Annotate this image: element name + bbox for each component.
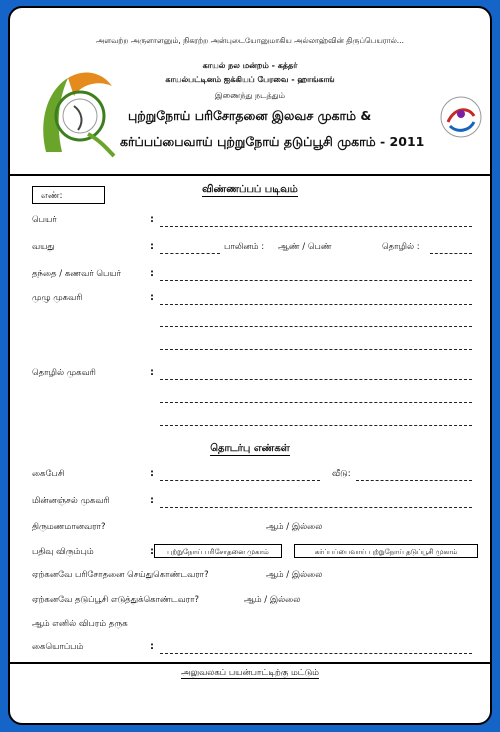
prev-vaccine-label: ஏற்கனவே தடுப்பூசி எடுத்துக்கொண்டவரா? — [32, 595, 200, 605]
guardian-label: தந்தை / கணவர் பெயர் — [32, 269, 122, 279]
occupation-label: தொழில் : — [382, 242, 420, 252]
header-divider — [10, 174, 490, 176]
camp-title-line-1: புற்றுநோய் பரிசோதனை இலவச முகாம் & — [128, 108, 372, 123]
register-colon: : — [150, 546, 154, 557]
address-field[interactable] — [160, 304, 472, 305]
guardian-field[interactable] — [160, 280, 472, 281]
guardian-colon: : — [150, 268, 154, 279]
details-label: ஆம் எனில் விபரம் தருக — [32, 619, 128, 629]
gender-options[interactable]: ஆண் / பெண் — [278, 242, 332, 252]
married-label: திருமணமானவரா? — [32, 522, 106, 532]
work-address-field[interactable] — [160, 379, 472, 380]
form-sheet — [8, 6, 492, 725]
emblem-logo-icon — [438, 94, 484, 140]
register-label: பதிவு விரும்பும் — [32, 547, 94, 557]
age-field[interactable] — [160, 253, 220, 254]
home-phone-field[interactable] — [356, 480, 472, 481]
register-option-cervical-vaccine[interactable]: கர்ப்பப்பைவாய் புற்றுநோய் தடுப்பூசி முகாம் — [294, 544, 478, 558]
address-colon: : — [150, 292, 154, 303]
work-address-field[interactable] — [160, 402, 472, 403]
prev-vaccine-options[interactable]: ஆம் / இல்லை — [244, 595, 301, 605]
mobile-field[interactable] — [160, 480, 320, 481]
office-use-note: அலுவலகப் பயன்பாட்டிற்கு மட்டும் — [180, 668, 320, 678]
register-option-cancer-screening[interactable]: புற்றுநோய் பரிசோதனை முகாம் — [154, 544, 282, 558]
contacts-title: தொடர்பு எண்கள் — [210, 443, 290, 454]
organizer-hongkong: காயல்பட்டினம் ஐக்கியப் பேரவை - ஹாங்காங் — [165, 75, 335, 84]
name-colon: : — [150, 214, 154, 225]
mobile-colon: : — [150, 468, 154, 479]
prev-test-options[interactable]: ஆம் / இல்லை — [266, 570, 323, 580]
ribbon-logo-icon — [28, 60, 120, 158]
address-field[interactable] — [160, 349, 472, 350]
email-colon: : — [150, 495, 154, 506]
number-field[interactable]: எண்: — [32, 186, 105, 204]
organizer-qatar: காயல் நல மன்றம் - கத்தர் — [202, 61, 298, 70]
signature-colon: : — [150, 641, 154, 652]
name-field[interactable] — [160, 226, 472, 227]
married-options[interactable]: ஆம் / இல்லை — [266, 522, 323, 532]
occupation-field[interactable] — [430, 253, 472, 254]
home-phone-label: வீடு: — [332, 469, 351, 479]
prev-test-label: ஏற்கனவே பரிசோதனை செய்துகொண்டவரா? — [32, 570, 209, 580]
address-label: முழு முகவரி — [32, 293, 83, 303]
form-title: விண்ணப்பப் படிவம் — [202, 184, 298, 195]
gender-label: பாலினம் : — [224, 242, 265, 252]
age-label: வயது — [32, 242, 55, 252]
signature-field[interactable] — [160, 653, 472, 654]
email-label: மின்னஞ்சல் முகவரி — [32, 496, 110, 506]
address-field[interactable] — [160, 326, 472, 327]
age-colon: : — [150, 241, 154, 252]
jointly-text: இணைந்து நடத்தும் — [214, 91, 286, 100]
work-address-colon: : — [150, 367, 154, 378]
work-address-field[interactable] — [160, 425, 472, 426]
email-field[interactable] — [160, 507, 472, 508]
signature-label: கையொப்பம் — [32, 642, 84, 652]
name-label: பெயர் — [32, 215, 57, 225]
footer-divider — [10, 662, 490, 664]
invocation-text: அளவற்ற அருளாளனும், நிகரற்ற அன்புடையோனுமாகிய அல்லாஹ்வின் திருப்பெயரால்... — [96, 36, 404, 45]
camp-title-line-2: கர்ப்பப்பைவாய் புற்றுநோய் தடுப்பூசி முகாம் - 2011 — [120, 134, 425, 149]
work-address-label: தொழில் முகவரி — [32, 368, 96, 378]
mobile-label: கைபேசி — [32, 469, 65, 479]
